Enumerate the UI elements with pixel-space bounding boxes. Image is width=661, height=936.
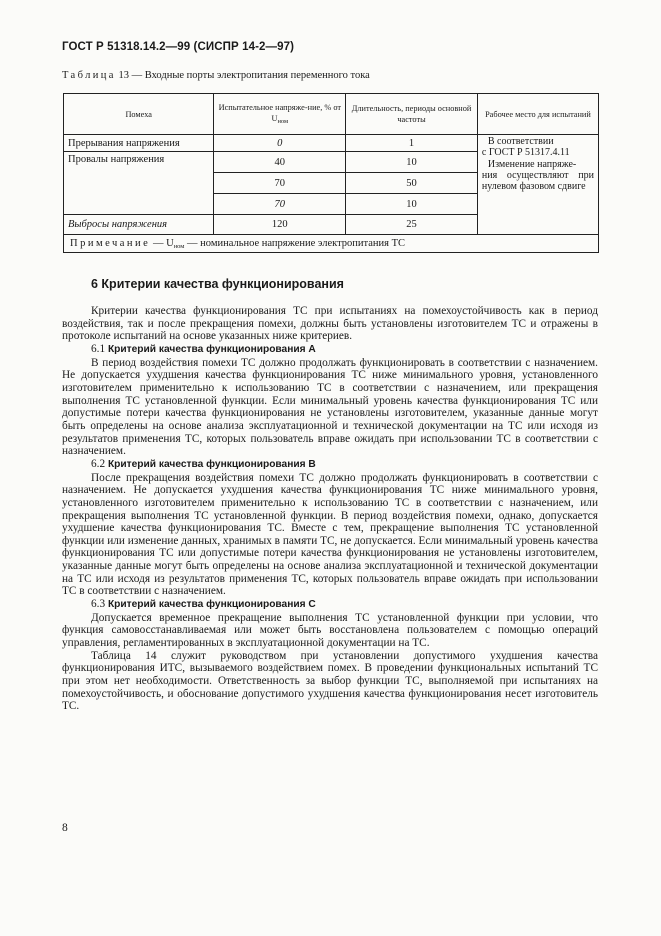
row-dips-periods-3: 10 bbox=[346, 194, 478, 215]
row-dips-level-3: 70 bbox=[214, 194, 346, 215]
table-caption bbox=[62, 70, 370, 81]
section-body bbox=[62, 305, 598, 713]
input-ports-table bbox=[63, 93, 599, 253]
table-caption-title: — Входные порты электропитания переменного тока bbox=[131, 70, 370, 81]
document-header: ГОСТ Р 51318.14.2—99 (СИСПР 14-2—97) bbox=[62, 41, 295, 53]
page-number: 8 bbox=[62, 822, 68, 834]
row-dips-level-2: 70 bbox=[214, 173, 346, 194]
row-dips-level-1: 40 bbox=[214, 152, 346, 173]
table-note: Примечание — $U_{ном}$ — номинальное напряжение электропитания ТС bbox=[64, 235, 599, 253]
row-surges-level: 120 bbox=[214, 215, 346, 235]
table-caption-label: Таблица bbox=[62, 70, 116, 81]
row-interruptions-level: 0 bbox=[214, 135, 346, 152]
row-dips-periods-2: 50 bbox=[346, 173, 478, 194]
row-surges-periods: 25 bbox=[346, 215, 478, 235]
workplace-cell bbox=[477, 135, 598, 235]
note-text: — номинальное напряжение электропитания ТС bbox=[187, 237, 406, 249]
subsection-6-1-heading: 6.1 Критерий качества функционирования А bbox=[91, 342, 316, 355]
header-workplace: Рабочее место для испытаний bbox=[477, 94, 598, 135]
note-label: Примечание bbox=[70, 237, 151, 249]
row-dips-periods-1: 10 bbox=[346, 152, 478, 173]
header-duration: Длительность, периоды основной частоты bbox=[346, 94, 478, 135]
header-test-voltage: Испытательное напряже-ние, % от $U_{ном}$ bbox=[214, 94, 346, 135]
subsection-6-2-heading: 6.2 Критерий качества функционирования В bbox=[91, 457, 316, 470]
subsection-6-1-text: В период воздействия помехи ТС должно продолжать функционировать в соответствии с назначением. Не допускается ухудшения качества функционирования ТС ниже минимального уровня, установленного изготовителем применительно к использованию ТС в соответствии с назначением, или прекращения выполнения ТС установленной функции. Если минимальный уровень качества функционирования ТС или допустимые потери качества функционирования не установлены изготовителем, указанные данные могут быть определены на основе анализа эксплуатационной и технической документации на ТС или исходя из результатов применения ТС, которых пользователь вправе ожидать при использовании ТС в соответствии с назначением. bbox=[62, 356, 598, 458]
table-note-row bbox=[64, 235, 599, 253]
row-interruptions-name: Прерывания напряжения bbox=[64, 135, 214, 152]
table-row bbox=[64, 135, 599, 152]
subsection-6-2-text: После прекращения воздействия помехи ТС должно продолжать функционировать в соответствии с назначением. Не допускается ухудшения качества функционирования ТС ниже минимального уровня, установленного изготовителем применительно к использованию ТС в соответствии с назначением, или прекращения выполнения ТС установленной функции. В период воздействия помехи, однако, допускается ухудшение качества функционирования ТС. Вместе с тем, прекращение выполнения ТС установленной функции или изменение данных, хранимых в памяти ТС, не допускается. Если минимальный уровень качества функционирования ТС или допустимые потери качества функционирования не установлены изготовителем, указанные данные могут быть определены на основе анализа эксплуатационной и технической документации на ТС или исходя из результатов применения ТС, которых пользователь вправе ожидать при использовании ТС в соответствии с назначением. bbox=[62, 471, 598, 598]
table-header-row bbox=[64, 94, 599, 135]
row-interruptions-periods: 1 bbox=[346, 135, 478, 152]
header-interference: Помеха bbox=[64, 94, 214, 135]
workplace-line-5: нулевом фазовом сдвиге bbox=[481, 181, 586, 193]
row-surges-name: Выбросы напряжения bbox=[64, 215, 214, 235]
workplace-line-1: В соответствии bbox=[487, 136, 554, 147]
subsection-6-3-text: Допускается временное прекращение выполнения ТС установленной функции при условии, что функция самовосстанавливаемая или может быть восстановлена пользователем с помощью операций управления, регламентированных в эксплуатационной документации на ТС. bbox=[62, 611, 598, 650]
workplace-line-2: с ГОСТ Р 51317.4.11 bbox=[481, 147, 570, 159]
workplace-line-4: ния осуществляют при bbox=[481, 169, 594, 181]
final-paragraph: Таблица 14 служит руководством при установлении допустимого ухудшения качества функционирования ИТС, вызываемого воздействием помех. В проведении функциональных испытаний ТС при этом нет необходимости. Ответственность за выбор функции ТС, выполняемой при испытаниях на помехоустойчивость, и обоснование допустимого ухудшения качества функционирования несет изготовитель ТС. bbox=[62, 649, 598, 713]
subsection-6-3-heading: 6.3 Критерий качества функционирования С bbox=[91, 598, 316, 611]
section-title: 6 Критерии качества функционирования bbox=[91, 277, 344, 291]
row-dips-name: Провалы напряжения bbox=[64, 152, 214, 215]
section-intro: Критерии качества функционирования ТС при испытаниях на помехоустойчивость как в период воздействия, так и после прекращения помехи, должны быть установлены изготовителем ТС и отражены в протоколе испытаний на основе указанных ниже критериев. bbox=[62, 305, 598, 343]
workplace-line-3: Изменение напряже- bbox=[487, 158, 577, 170]
table-caption-number: 13 bbox=[118, 70, 129, 81]
